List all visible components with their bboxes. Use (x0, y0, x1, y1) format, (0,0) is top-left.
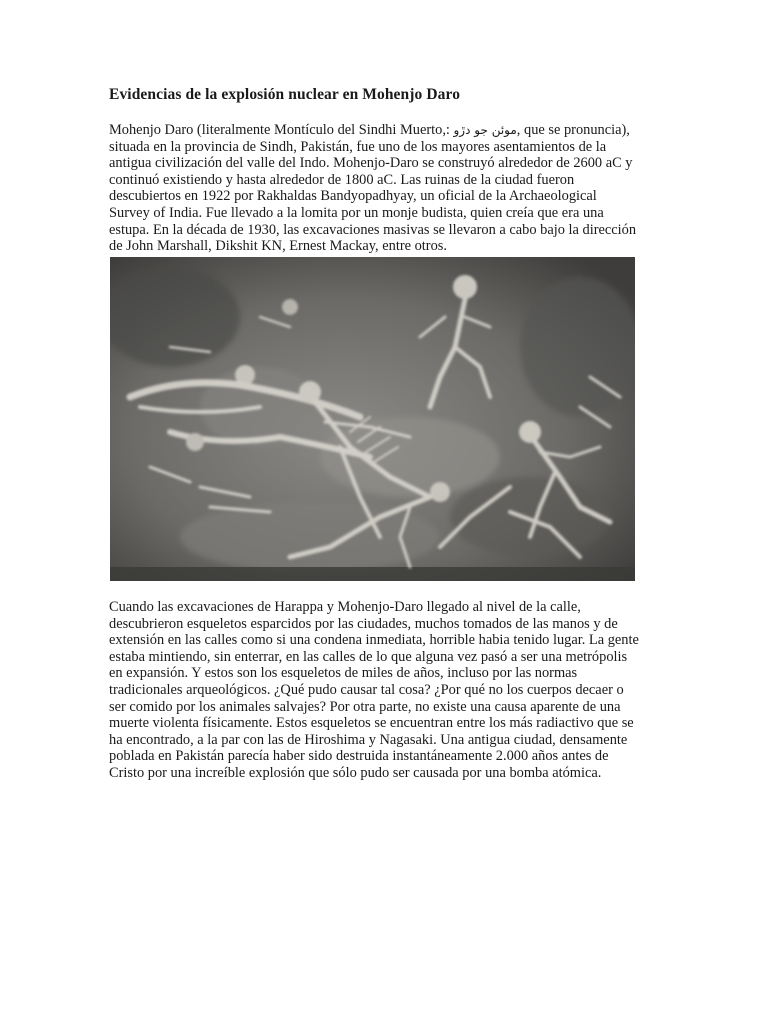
intro-paragraph (109, 122, 639, 255)
document-title: Evidencias de la explosión nuclear en Mohenjo Daro (109, 86, 461, 103)
intro-text-start: Mohenjo Daro (literalmente Montículo del Sindhi Muerto,: (109, 122, 454, 138)
skeletons-paragraph: Cuando las excavaciones de Harappa y Mohenjo-Daro llegado al nivel de la calle, descubrieron esqueletos esparcidos por las ciudades, muchos tomados de las manos y de extensión en las calles como si una condena inmediata, horrible habia tenido lugar. La gente estaba mintiendo, sin enterrar, en las calles de lo que alguna vez pasó a ser una metrópolis en expansión. Y estos son los esqueletos de miles de años, incluso por las normas tradicionales arqueológicos. ¿Qué pudo causar tal cosa? ¿Por qué no los cuerpos decaer o ser comido por los animales salvajes? Por otra parte, no existe una causa aparente de una muerte violenta físicamente. Estos esqueletos se encuentran entre los más radiactivo que se ha encontrado, a la par con las de Hiroshima y Nagasaki. Una antigua ciudad, densamente poblada en Pakistán parecía haber sido destruida instantáneamente 2.000 años antes de Cristo por una increíble explosión que sólo pudo ser causada por una bomba atómica. (109, 599, 639, 781)
intro-text-end: , que se pronuncia), situada en la provincia de Sindh, Pakistán, fue uno de los mayores asentamientos de la antigua civilización del valle del Indo. Mohenjo-Daro se construyó alrededor de 2600 aC y continuó existiendo y hasta alrededor de 1800 aC. Las ruinas de la ciudad fueron descubiertos en 1922 por Rakhaldas Bandyopadhyay, un oficial de la Archaeological Survey of India. Fue llevado a la lomita por un monje budista, quien creía que era una estupa. En la década de 1930, las excavaciones masivas se llevaron a cabo bajo la dirección de John Marshall, Dikshit KN, Ernest Mackay, entre otros. (109, 122, 637, 255)
arabic-name: موئن جو دڙو (453, 123, 517, 137)
skeletons-photo (110, 257, 635, 581)
